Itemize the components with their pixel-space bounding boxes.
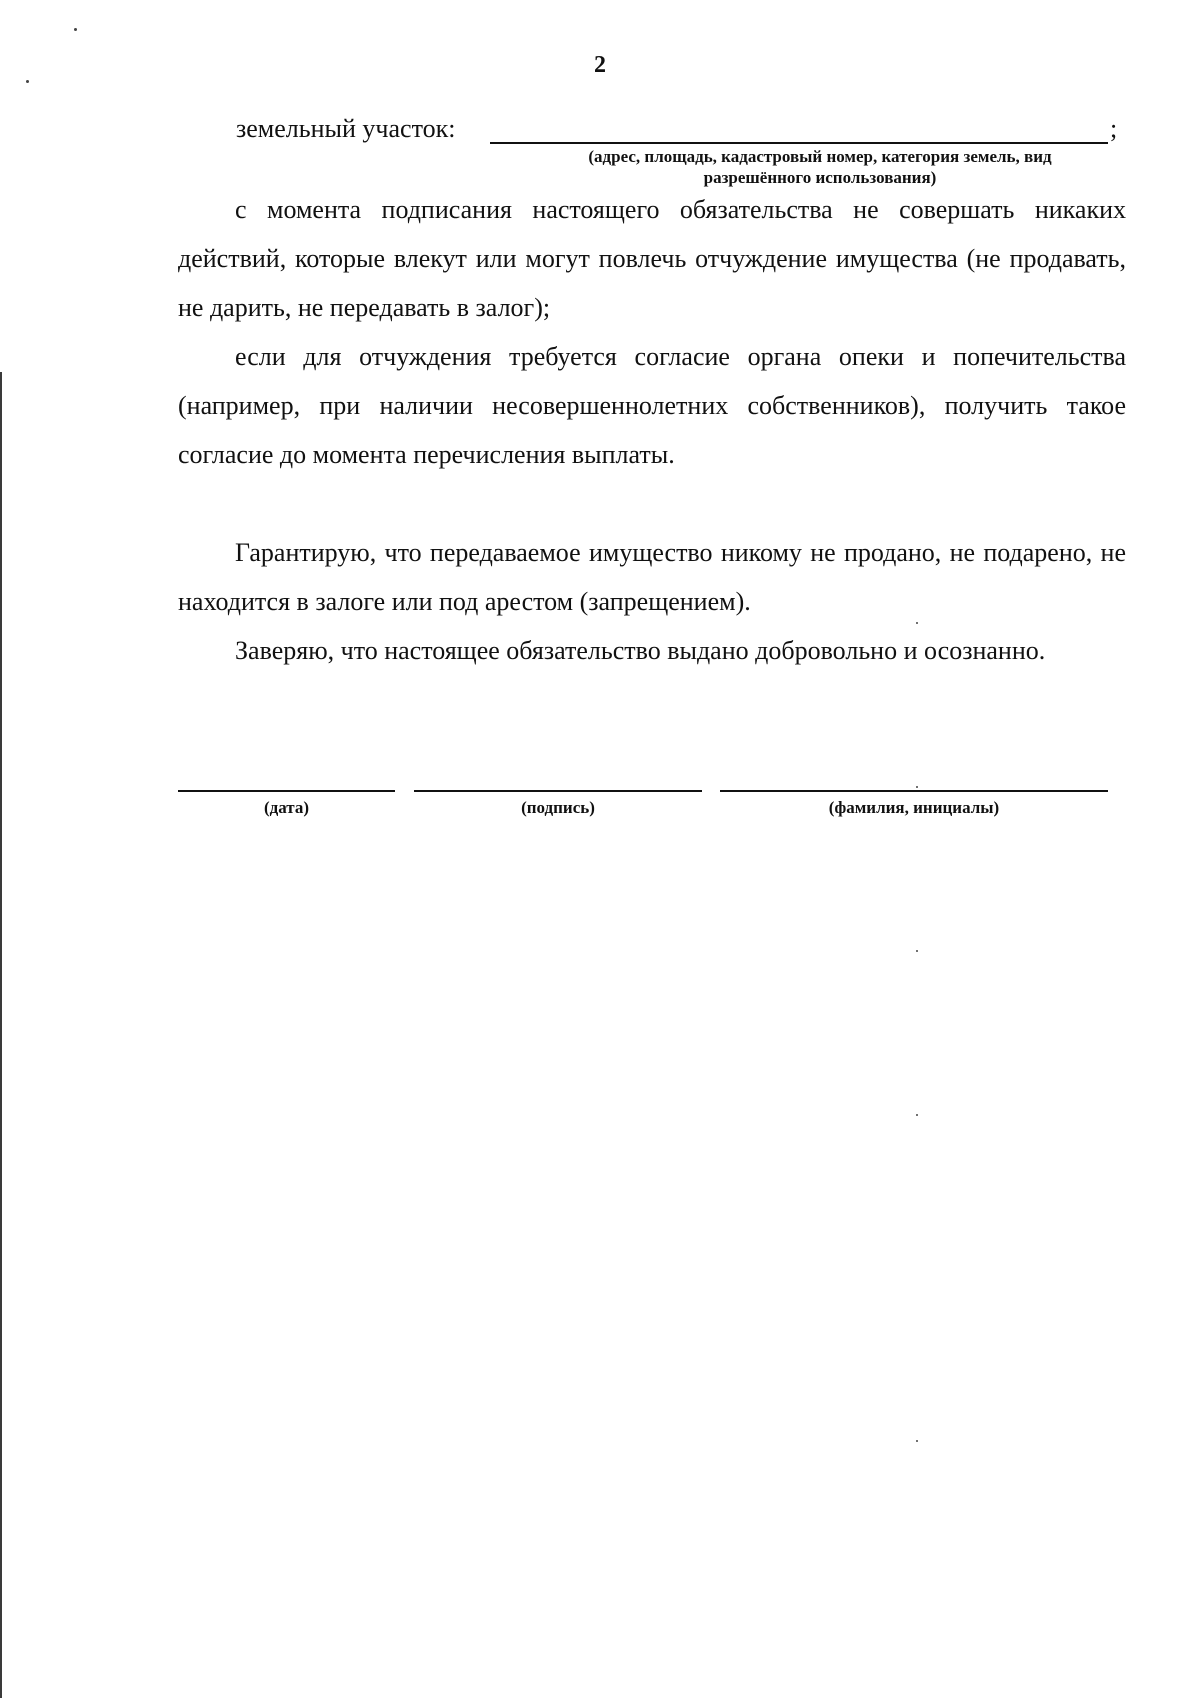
scan-speck [26,80,29,83]
scan-speck [916,786,918,788]
scan-speck [916,950,918,952]
paragraph-assurance: Заверяю, что настоящее обязательство выдано добровольно и осознанно. [235,636,1046,665]
scan-speck [74,28,77,31]
date-blank-line [178,790,395,792]
name-caption: (фамилия, инициалы) [828,798,1000,817]
land-plot-end-mark: ; [1110,114,1118,143]
land-plot-hint: (адрес, площадь, кадастровый номер, категория земель, вид разрешённого использования) [588,147,1052,187]
paragraph-guarantee: Гарантирую, что передаваемое имущество никому не продано, не подарено, не находится в залоге или под арестом (запрещением). [178,538,1126,616]
paragraph-no-alienation: с момента подписания настоящего обязательства не совершать никаких действий, которые влекут или могут повлечь отчуждение имущества (не продавать, не дарить, не передавать в залог); [178,195,1126,322]
paragraph-guardianship-consent: если для отчуждения требуется согласие органа опеки и попечительства (например, при наличии несовершеннолетних собственников), получить такое согласие до момента перечисления выплаты. [178,342,1126,469]
name-blank-line [720,790,1108,792]
signature-field [414,790,702,830]
land-plot-field [236,110,1126,150]
signature-caption: (подпись) [521,798,595,817]
land-plot-label: земельный участок: [236,114,456,143]
scan-speck [916,1114,918,1116]
scan-edge-line [0,372,2,1698]
scan-speck [916,1440,918,1442]
name-field [720,790,1108,830]
signature-blank-line [414,790,702,792]
land-plot-blank-line [490,142,1108,144]
page-number: 2 [594,52,606,78]
date-caption: (дата) [263,798,310,817]
date-field [178,790,395,830]
